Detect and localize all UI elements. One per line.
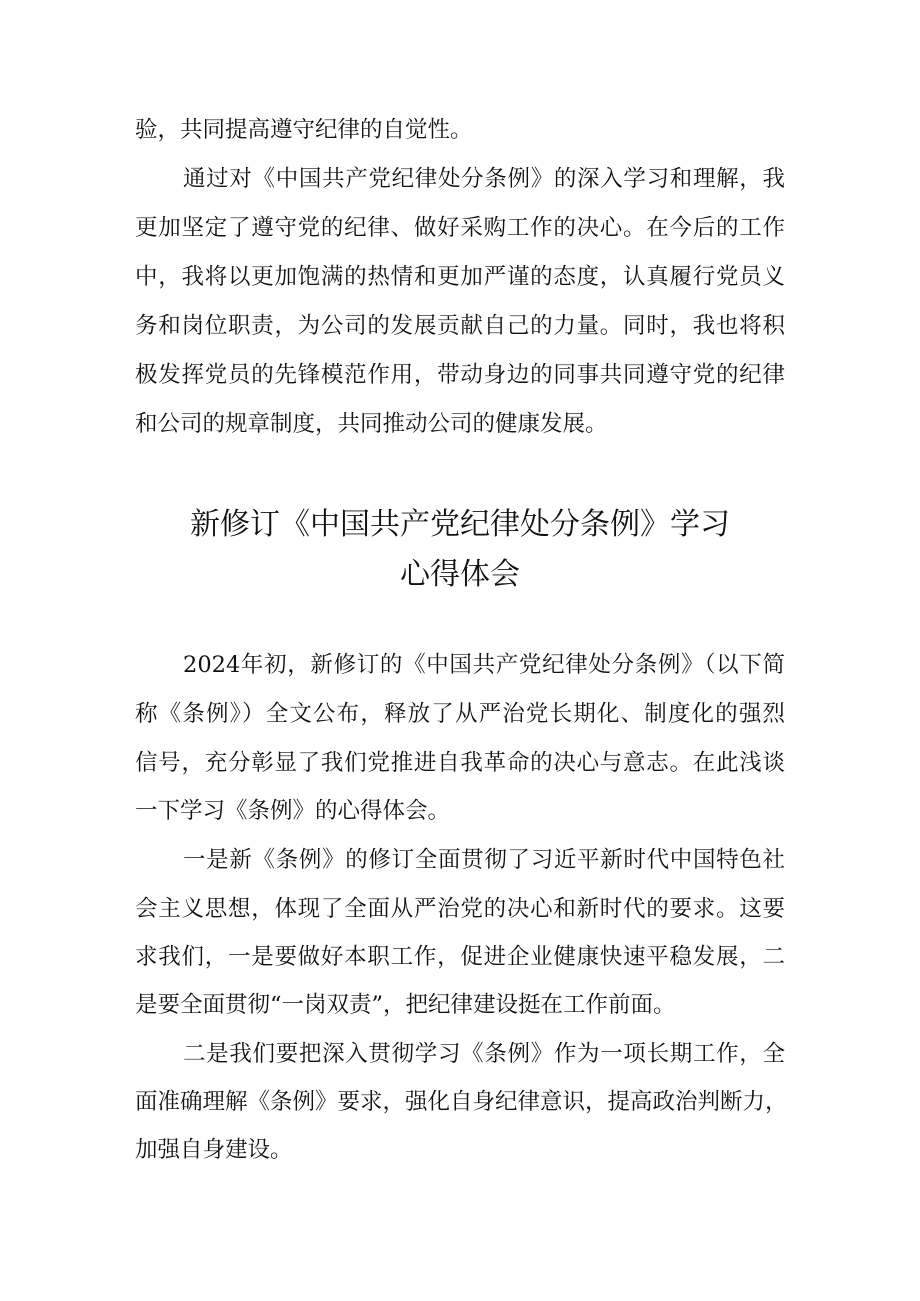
text-line: 会主义思想，体现了全面从严治党的决心和新时代的要求。这要 <box>135 896 785 922</box>
text-line: 是要全面贯彻“一岗双责”，把纪律建设挺在工作前面。 <box>135 992 676 1018</box>
text-line: 2024年初，新修订的《中国共产党纪律处分条例》（以下简 <box>183 652 785 678</box>
text-line: 一下学习《条例》的心得体会。 <box>135 798 451 824</box>
text-line: 和公司的规章制度，共同推动公司的健康发展。 <box>135 411 608 437</box>
text-line: 二是我们要把深入贯彻学习《条例》作为一项长期工作，全 <box>183 1041 785 1067</box>
text-line: 信号，充分彰显了我们党推进自我革命的决心与意志。在此浅谈 <box>135 750 785 776</box>
article-title-line2: 心得体会 <box>400 557 520 592</box>
text-line: 务和岗位职责，为公司的发展贡献自己的力量。同时，我也将积 <box>135 313 785 339</box>
text-line: 求我们，一是要做好本职工作，促进企业健康快速平稳发展，二 <box>135 944 785 970</box>
text-line: 加强自身建设。 <box>135 1137 293 1163</box>
article-title-line1: 新修订《中国共产党纪律处分条例》学习 <box>190 507 730 542</box>
text-line: 通过对《中国共产党纪律处分条例》的深入学习和理解，我 <box>183 166 785 192</box>
text-line: 称《条例》）全文公布，释放了从严治党长期化、制度化的强烈 <box>135 701 785 727</box>
text-line: 验，共同提高遵守纪律的自觉性。 <box>135 117 473 143</box>
text-line: 一是新《条例》的修订全面贯彻了习近平新时代中国特色社 <box>183 847 785 873</box>
text-line: 更加坚定了遵守党的纪律、做好采购工作的决心。在今后的工作 <box>135 215 785 241</box>
text-line: 中，我将以更加饱满的热情和更加严谨的态度，认真履行党员义 <box>135 264 785 290</box>
text-line: 极发挥党员的先锋模范作用，带动身边的同事共同遵守党的纪律 <box>135 362 785 388</box>
text-line: 面准确理解《条例》要求，强化自身纪律意识，提高政治判断力， <box>135 1089 788 1115</box>
